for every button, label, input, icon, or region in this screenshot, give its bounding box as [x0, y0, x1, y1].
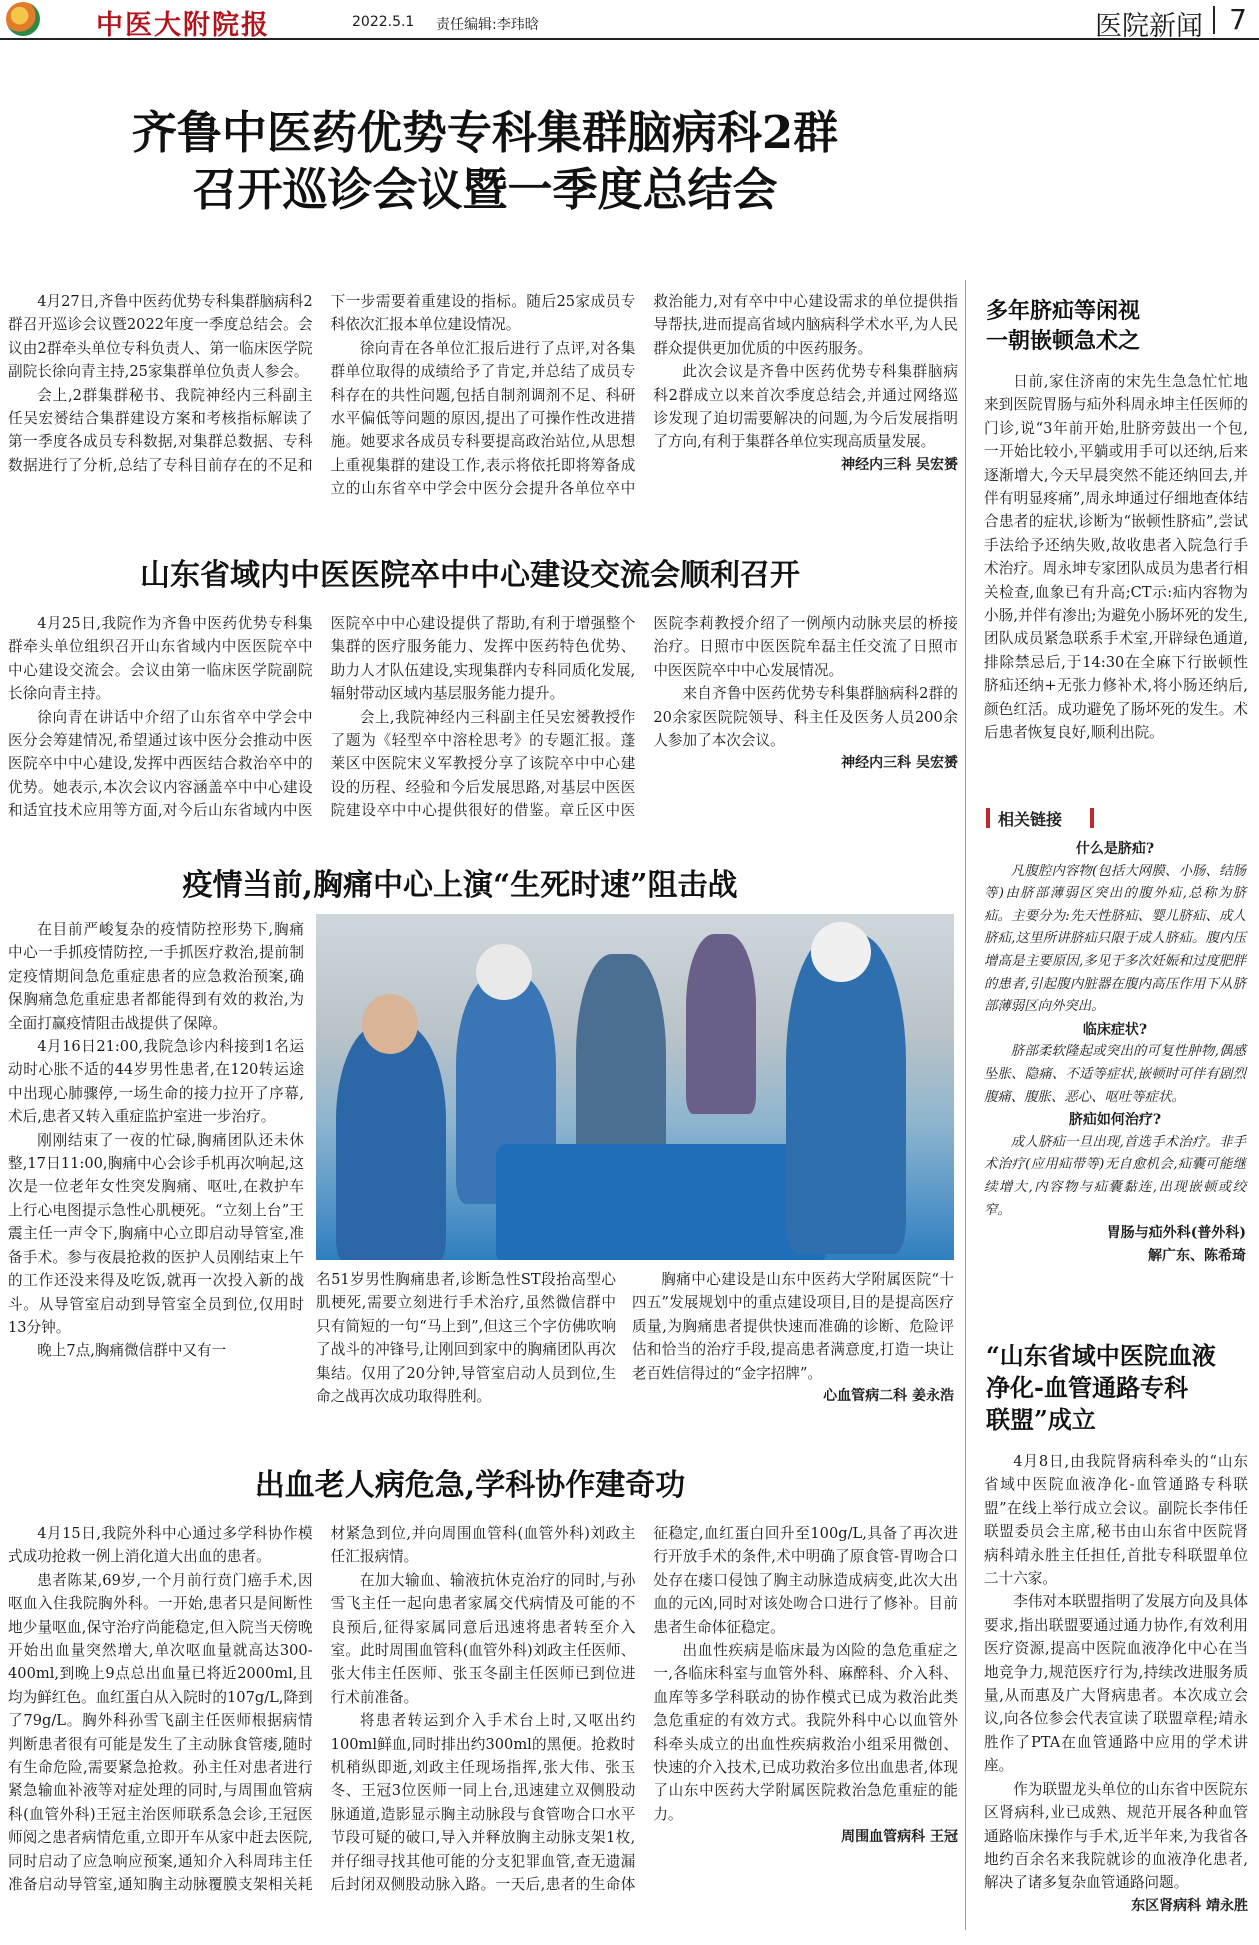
divider [1213, 6, 1215, 34]
article3-paragraph: 在目前严峻复杂的疫情防控形势下,胸痛中心一手抓疫情防控,一手抓医疗救治,提前制定疫情期间急危重症患者的应急救治预案,确保胸痛急危重症患者都能得到有效的救治,为全面打赢疫情阻击战提供了保障。 [8, 921, 304, 1032]
faq-question: 脐疝如何治疗? [1068, 1112, 1162, 1129]
article4-signature: 周围血管病科 王冠 [841, 1829, 958, 1846]
sidebar1-title [986, 296, 1248, 356]
faq-question: 什么是脐疝? [1075, 841, 1155, 857]
article2-body [8, 612, 958, 842]
article4-body [8, 1522, 958, 1940]
article3-body-middle [316, 1268, 616, 1440]
article3-paragraph: 刚刚结束了一夜的忙碌,胸痛团队还未休整,17日11:00,胸痛中心会诊手机再次响起,这次是一位老年女性突发胸痛、呕吐,在救护车上行心电图提示急性心肌梗死。“立刻上台”王震主任一声令下,胸痛中心立即启动导管室,准备手术。参与夜晨抢救的医护人员刚结束上午的工作还没来得及吃饭,就再一次投入新的战斗。从导管室启动到导管室全员到位,仅用时13分钟。 [8, 1131, 304, 1336]
accent-bar [1090, 808, 1094, 828]
article3-paragraph: 4月16日21:00,我院急诊内科接到1名运动时心胀不适的44岁男性患者,在120转运途中出现心肺骤停,一场生命的接力拉开了序幕,术后,患者又转入重症监护室进一步治疗。 [8, 1038, 304, 1126]
article2-title: 山东省域内中医医院卒中中心建设交流会顺利召开 [140, 558, 800, 593]
section-title: 医院新闻 [1095, 11, 1203, 42]
sidebar2-paragraph: 李伟对本联盟指明了发展方向及具体要求,指出联盟要通过通力协作,有效利用医疗资源,提高中医院血液净化中心在当地竞争力,规范医疗行为,持续改进服务质量,从而惠及广大肾病患者。本次成立会议,向各位参会代表宣读了联盟章程;靖永胜作了PTA在血管通路中应用的学术讲座。 [984, 1593, 1248, 1775]
article3-body-right [632, 1268, 954, 1454]
article1-paragraph: 会上,2群集群秘书、我院神经内三科副主任吴宏赟结合集群建设方案和考核指标解读了第一季度各成员专科数据,对集群总数据、专科数据进行了分析,总结了专科目前存在的不足和下一步需要着重建设的指标。随后25家成员专科依次汇报本单位建设情况。 [8, 293, 636, 474]
article2-paragraph: 4月25日,我院作为齐鲁中医药优势专科集群牵头单位组织召开山东省域内中医医院卒中中心建设交流会。会议由第一临床医学院副院长徐向青主持。 [8, 615, 313, 703]
article4-paragraph: 出血性疾病是临床最为凶险的急危重症之一,各临床科室与血管外科、麻醉科、介入科、血库等多学科联动的协作模式已成为救治此类急危重症的有效方式。我院外科中心以血管外科牵头成立的出血性疾病救治小组采用微创、快速的介入技术,已成功救治多位出血患者,体现了山东中医药大学附属医院救治急危重症的能力。 [653, 1642, 958, 1823]
newspaper-logo-icon [6, 2, 40, 36]
article1-body [8, 290, 958, 532]
article1-paragraph: 徐向青在各单位汇报后进行了点评,对各集群单位取得的成绩给予了肯定,并总结了成员专科存在的共性问题,包括自制剂调剂不足、科研水平偏低等问题的原因,提出了可操作性改进措施。她要求各成员专科要提高政治站位,从思想上重视集群的建设工作,表示将依托即将筹备成立的山东省卒中学会中医分会提升各单位卒中救治能力,对有卒中中心建设需求的单位提供指导帮扶,进而提高省域内脑病科学术水平,为人民群众提供更加优质的中医药服务。 [330, 293, 958, 498]
sidebar1-title-line1: 多年脐疝等闲视 [986, 298, 1141, 324]
article3-paragraph: 晚上7点,胸痛微信群中又有一 [37, 1342, 227, 1360]
sidebar1-paragraph: 日前,家住济南的宋先生急急忙忙地来到医院胃肠与疝外科周永坤主任医师的门诊,说“3年前开始,肚脐旁鼓出一个包,一开始比较小,平躺或用手可以还纳,后来逐渐增大,今天早晨突然不能还纳回去,并伴有明显疼痛”,周永坤通过仔细地查体结合患者的症状,诊断为“嵌顿性脐疝”,尝试手法给予还纳失败,故收患者入院急行手术治疗。周永坤专家团队成员为患者行相关检查,血象已有升高;CT示:疝内容物为小肠,并伴有渗出;为避免小肠坏死的发生,团队成员紧急联系手术室,开辟绿色通道,排除禁忌后,于14:30在全麻下行嵌顿性脐疝还纳+无张力修补术,将小肠还纳后,颜色红活。成功避免了肠坏死的发生。术后患者恢复良好,顺利出院。 [984, 373, 1248, 742]
article3-body-left [8, 918, 304, 1440]
article1-title-line2: 召开巡诊会议暨一季度总结会 [192, 163, 778, 216]
sidebar1-signature-authors: 解广东、陈希琦 [1148, 1247, 1246, 1264]
newspaper-name: 中医大附院报 [96, 10, 270, 41]
article1-paragraph: 此次会议是齐鲁中医药优势专科集群脑病科2群成立以来首次季度总结会,并通过网络巡诊发现了迫切需要解决的问题,为今后发展指明了方向,有利于集群各单位实现高质量发展。 [653, 363, 958, 451]
sidebar2-title-line2: 净化-血管通路专科 [986, 1373, 1188, 1402]
responsible-editor: 责任编辑:李玮晗 [436, 17, 539, 33]
issue-date: 2022.5.1 [352, 14, 415, 30]
sidebar1-title-line2: 一朝嵌顿急术之 [986, 328, 1141, 354]
sidebar2-paragraph: 4月8日,由我院肾病科牵头的“山东省域中医院血液净化-血管通路专科联盟”在线上举行成立会议。副院长李伟任联盟委员会主席,秘书由山东省中医院肾病科靖永胜主任担任,首批专科联盟单位二十六家。 [984, 1453, 1248, 1588]
article2-paragraph: 徐向青在讲话中介绍了山东省卒中学会中医分会筹建情况,希望通过该中医分会推动中医医院卒中中心建设,发挥中西医结合救治卒中的优势。她表示,本次会议内容涵盖卒中中心建设和适宜技术应用等方面,对今后山东省域内中医医院卒中中心建设提供了帮助,有利于增强整个集群的医疗服务能力、发挥中医药特色优势、助力人才队伍建设,实现集群内专科同质化发展,辐射带动区域内基层服务能力提升。 [8, 615, 636, 820]
article3-paragraph: 胸痛中心建设是山东中医药大学附属医院“十四五”发展规划中的重点建设项目,目的是提高医疗质量,为胸痛患者提供快速而准确的诊断、危险评估和恰当的治疗手段,提高患者满意度,打造一块让老百姓信得过的“金字招牌”。 [632, 1271, 954, 1382]
sidebar2-body [984, 1450, 1248, 1940]
article4-paragraph: 将患者转运到介入手术台上时,又呕出约100ml鲜血,同时排出约300ml的黑便。抢救时机稍纵即逝,刘政主任现场指挥,张大伟、张玉冬、王冠3位医师一同上台,迅速建立双侧股动脉通道,造影显示胸主动脉段与食管吻合口水平节段可疑的破口,导入并释放胸主动脉支架1枚,并仔细寻找其他可能的分支犯罪血管,查无遗漏后封闭双侧股动脉入路。一天后,患者的生命体征稳定,血红蛋白回升至100g/L,具备了再次进行开放手术的条件,术中明确了原食管-胃吻合口处存在瘘口侵蚀了胸主动脉造成病变,此次大出血的元凶,同时对该处吻合口进行了修补。目前患者生命体征稳定。 [330, 1525, 958, 1894]
article3-title: 疫情当前,胸痛中心上演“生死时速”阻击战 [182, 868, 738, 903]
article1-title [30, 104, 940, 218]
faq-answer: 成人脐疝一旦出现,首选手术治疗。非手术治疗(应用疝带等)无自愈机会,疝囊可能继续增大,内容物与疝囊黏连,出现嵌顿或绞窄。 [984, 1134, 1246, 1218]
sidebar2-title [986, 1340, 1248, 1436]
faq-answer: 凡腹腔内容物(包括大网膜、小肠、结肠等)由脐部薄弱区突出的腹外疝,总称为脐疝。主要分为:先天性脐疝、婴儿脐疝、成人脐疝,这里所讲脐疝只限于成人脐疝。腹内压增高是主要原因,多见于多次妊娠和过度肥胖的患者,引起腹内脏器在腹内高压作用下从脐部薄弱区向外突出。 [984, 863, 1246, 1015]
article2-paragraph: 来自齐鲁中医药优势专科集群脑病科2群的20余家医院院领导、科主任及医务人员200余人参加了本次会议。 [653, 685, 958, 750]
related-links-body [984, 838, 1246, 1267]
sidebar1-signature-dept: 胃肠与疝外科(普外科) [1106, 1225, 1246, 1242]
article1-title-line1: 齐鲁中医药优势专科集群脑病科2群 [131, 106, 839, 159]
article2-signature: 神经内三科 吴宏赟 [841, 755, 958, 772]
article4-title: 出血老人病危急,学科协作建奇功 [254, 1468, 686, 1503]
sidebar2-title-line3: 联盟”成立 [986, 1405, 1096, 1434]
accent-bar [986, 808, 990, 828]
masthead [0, 0, 1259, 40]
article2-paragraph: 会上,我院神经内三科副主任吴宏赟教授作了题为《轻型卒中溶栓思考》的专题汇报。蓬莱区中医院宋义军教授分享了该院卒中中心建设的历程、经验和今后发展思路,对基层中医医院建设卒中中心提供很好的借鉴。章丘区中医医院李莉教授介绍了一例颅内动脉夹层的桥接治疗。日照市中医医院牟磊主任交流了日照市中医医院卒中中心发展情况。 [330, 615, 958, 820]
faq-question: 临床症状? [1082, 1021, 1148, 1038]
faq-answer: 脐部柔软隆起或突出的可复性肿物,偶感坠胀、隐痛、不适等症状,嵌顿时可伴有剧烈腹痛、腹胀、恶心、呕吐等症状。 [984, 1044, 1246, 1105]
article4-paragraph: 患者陈某,69岁,一个月前行贲门癌手术,因呕血入住我院胸外科。一开始,患者只是间断性地少量呕血,保守治疗尚能稳定,但入院当天傍晚开始出血量突然增大,单次呕血量就高达300-400ml,到晚上9点总出血量已将近2000ml,且均为鲜红色。血红蛋白从入院时的107g/L,降到了79g/L。胸外科孙雪飞副主任医师根据病情判断患者很有可能是发生了主动脉食管瘘,随时有生命危险,需要紧急抢救。孙主任对患者进行紧急输血补液等对症处理的同时,与周围血管病科(血管外科)王冠主治医师联系急会诊,王冠医师阅之患者病情危重,立即开车从家中赶去医院,同时启动了应急响应预案,通知介入科周玮主任准备启动导管室,通知胸主动脉覆膜支架相关耗材紧急到位,并向周围血管科(血管外科)刘政主任汇报病情。 [8, 1525, 636, 1894]
related-links-label: 相关链接 [998, 810, 1063, 829]
page-number: 7 [1229, 3, 1247, 36]
surgery-team-photo [316, 914, 954, 1260]
sidebar2-title-line1: “山东省域中医院血液 [986, 1341, 1216, 1370]
article3-paragraph: 名51岁男性胸痛患者,诊断急性ST段抬高型心肌梗死,需要立刻进行手术治疗,虽然微信群中只有简短的一句“马上到”,但这三个字仿佛吹响了战斗的冲锋号,让刚回到家中的胸痛团队再次集结。仅用了20分钟,导管室启动人员到位,生命之战再次成功取得胜利。 [316, 1271, 616, 1406]
sidebar2-signature: 东区肾病科 靖永胜 [1131, 1897, 1248, 1914]
sidebar1-body [984, 370, 1248, 790]
sidebar2-paragraph: 作为联盟龙头单位的山东省中医院东区肾病科,业已成熟、规范开展各种血管通路临床操作与手术,近半年来,为我省各地约百余名来我院就诊的血液净化患者,解决了诸多复杂血管通路问题。 [984, 1780, 1248, 1892]
article3-signature: 心血管病二科 姜永浩 [823, 1388, 954, 1405]
column-divider [965, 280, 966, 1930]
related-links-header [986, 806, 1248, 830]
article4-paragraph: 4月15日,我院外科中心通过多学科协作模式成功抢救一例上消化道大出血的患者。 [8, 1525, 313, 1566]
article1-paragraph: 4月27日,齐鲁中医药优势专科集群脑病科2群召开巡诊会议暨2022年度一季度总结会。会议由2群牵头单位专科负责人、第一临床医学院副院长徐向青主持,25家集群单位负责人参会。 [8, 293, 313, 381]
article4-paragraph: 在加大输血、输液抗休克治疗的同时,与孙雪飞主任一起向患者家属交代病情及可能的不良预后,征得家属同意后迅速将患者转至介入室。此时周围血管科(血管外科)刘政主任医师、张大伟主任医师、张玉冬副主任医师已到位进行术前准备。 [330, 1571, 636, 1706]
article1-signature: 神经内三科 吴宏赟 [841, 456, 958, 473]
